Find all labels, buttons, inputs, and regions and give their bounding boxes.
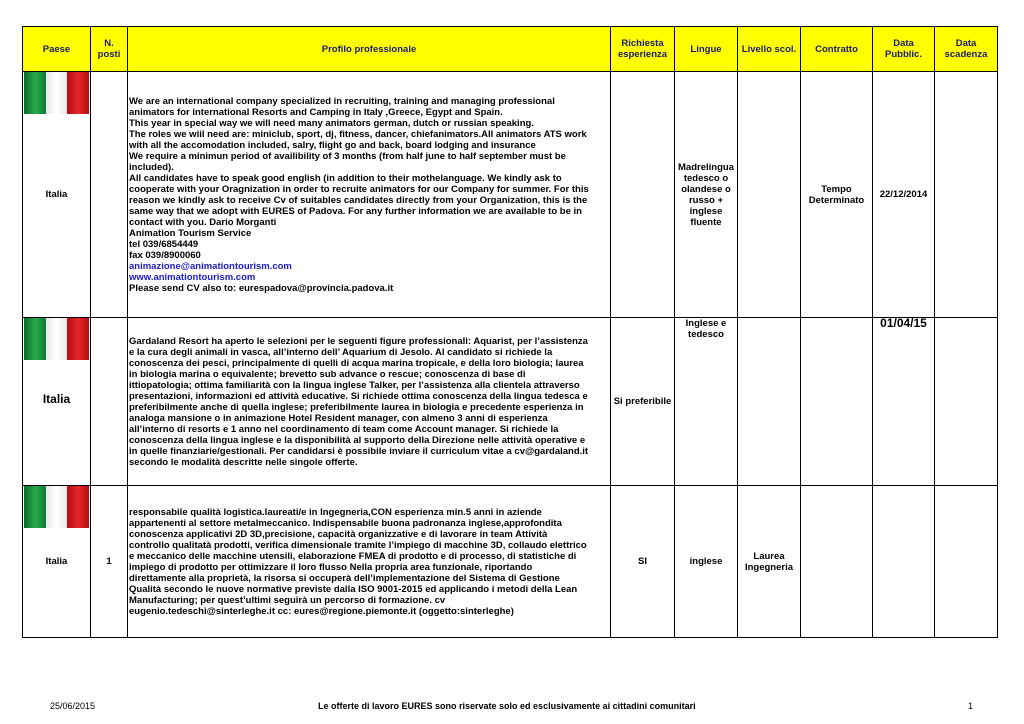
table-row — [23, 486, 998, 638]
profilo-line: in quelle finanziarie/gestionali. Per candidarsi è possibile inviare il curriculum vitae a cv@gardaland.it — [129, 445, 589, 457]
profilo-line: reason we kindly ask to receive Cv of suitables candidates directly from your Organization, this is the — [129, 194, 588, 206]
livello-cell: Laurea Ingegneria — [738, 486, 801, 638]
profilo-cell — [128, 486, 611, 638]
profilo-line: controllo qualitatà prodotti, verifica dimensionale tramite l’impiego di macchine 3D, collaudo elettrico — [129, 539, 587, 551]
profilo-line: cooperate with your Oragnization in order to recruite animators for our Company for summer. For this — [129, 183, 589, 195]
country-label: Italia — [45, 189, 68, 200]
header-lingue: Lingue — [675, 27, 738, 72]
profilo-line: contact with you. Dario Morganti — [129, 216, 277, 228]
scadenza-cell — [935, 486, 998, 638]
livello-cell — [738, 72, 801, 318]
country-label: Italia — [45, 556, 68, 567]
profilo-line: conoscenza della lingua inglese e la disponibilità al supporto della Direzione nelle attività operative e — [129, 434, 586, 446]
profilo-line: We require a minimun period of availibility of 3 months (from half june to half september must be — [129, 150, 566, 162]
table-row — [23, 72, 998, 318]
header-posti: N. posti — [91, 27, 128, 72]
italy-flag-icon — [24, 318, 89, 360]
email-link[interactable]: animazione@animationtourism.com — [129, 260, 292, 272]
profilo-line: analoga mansione o in animazione Hotel Resident manager, con almeno 3 anni di esperienza — [129, 412, 548, 424]
country-cell — [23, 72, 91, 318]
country-label: Italia — [42, 392, 71, 406]
lingue-cell: inglese — [675, 486, 738, 638]
profilo-line: preferibilmente anche di quella inglese; preferibilmente laurea in biologia e precedente esperienza in — [129, 401, 584, 413]
profilo-line: all’interno di resorts e 1 anno nel coordinamento di team come Account manager. Si richiede la — [129, 423, 559, 435]
profilo-line: e meccanico delle macchine utensili, elaborazione FMEA di prodotto e di processo, di statistiche di — [129, 550, 577, 562]
profilo-line: secondo le modalità descritte nelle singole offerte. — [129, 456, 358, 468]
profilo-line: impiego di prodotto per ottimizzare il loro flusso Nella propria area funzionale, riportando — [129, 561, 533, 573]
header-pubblic: Data Pubblic. — [873, 27, 935, 72]
pubblic-cell: 01/04/15 — [873, 318, 935, 486]
scadenza-cell — [935, 72, 998, 318]
esperienza-cell: SI — [611, 486, 675, 638]
profilo-line: with all the accomodation included, salry, flight go and back, board lodging and insurance — [129, 139, 536, 151]
website-link[interactable]: www.animationtourism.com — [129, 271, 256, 283]
profilo-line: Please send CV also to: eurespadova@provincia.padova.it — [129, 282, 394, 294]
profilo-line: tel 039/6854449 — [129, 238, 199, 250]
profilo-line: presentazioni, informazioni ed attività educative. Si richiede ottima conoscenza della lingua tedesca e — [129, 390, 588, 402]
profilo-line: conoscenza applicativi 2D 3D,precisione, capacità organizzative e di lavorare in team Attività — [129, 528, 548, 540]
country-cell — [23, 318, 91, 486]
profilo-line: All candidates have to speak good english (in addition to their mothelanguage. We kindly ask to — [129, 172, 562, 184]
header-profilo: Profilo professionale — [128, 27, 611, 72]
header-esperienza: Richiesta esperienza — [611, 27, 675, 72]
contratto-cell — [801, 486, 873, 638]
profilo-line: in biologia marina o equivalente; brevetto sub advance o rescue; conoscenza di base di — [129, 368, 526, 380]
profilo-line: direttamente alla proprietà, la risorsa si occuperà dell’implementazione del Sistema di Gestione — [129, 572, 560, 584]
posti-cell — [91, 318, 128, 486]
profilo-line: conoscenza dei pesci, principalmente di quelli di acqua marina tropicale, e della loro biologia; laurea — [129, 357, 584, 369]
profilo-line: The roles we wiil need are: miniclub, sport, dj, fitness, dancer, chiefanimators.All animators ATS work — [129, 128, 587, 140]
posti-cell: 1 — [91, 486, 128, 638]
footer-note: Le offerte di lavoro EURES sono riservate solo ed esclusivamente ai cittadini comunitari — [318, 701, 696, 711]
footer-date: 25/06/2015 — [50, 701, 96, 711]
livello-cell — [738, 318, 801, 486]
profilo-line: We are an international company specialized in recruiting, training and managing professional — [129, 95, 555, 107]
header-scadenza: Data scadenza — [935, 27, 998, 72]
profilo-line: included). — [129, 161, 174, 173]
table-row — [23, 318, 998, 486]
profilo-line: eugenio.tedeschi@sinterleghe.it cc: eures@regione.piemonte.it (oggetto:sinterleghe) — [129, 605, 514, 617]
profilo-line: Manufacturing; per quest’ultimi seguirà un percorso di formazione. cv — [129, 594, 446, 606]
esperienza-cell: Si preferibile — [611, 318, 675, 486]
profilo-line: This year in special way we will need many animators german, dutch or russian speaking. — [129, 117, 534, 129]
profilo-line: Qualità secondo le nuove normative previste dalla ISO 9001-2015 ed applicando i metodi della Lean — [129, 583, 578, 595]
contratto-cell — [801, 318, 873, 486]
lingue-cell: Inglese e tedesco — [675, 318, 738, 486]
header-contratto: Contratto — [801, 27, 873, 72]
lingue-cell: Madrelingua tedesco o olandese o russo + inglese fluente — [675, 72, 738, 318]
page-number: 1 — [968, 701, 974, 711]
profilo-line: Gardaland Resort ha aperto le selezioni per le seguenti figure professionali: Aquarist, per l’assistenza — [129, 335, 588, 347]
profilo-line: animators for international Resorts and Camping in Italy ,Greece, Egypt and Spain. — [129, 106, 503, 118]
header-paese: Paese — [23, 27, 91, 72]
profilo-line: fax 039/8900060 — [129, 249, 201, 261]
header-livello: Livello scol. — [738, 27, 801, 72]
italy-flag-icon — [24, 486, 89, 528]
country-cell — [23, 486, 91, 638]
header-row — [23, 27, 998, 72]
profilo-line: Animation Tourism Service — [129, 227, 252, 239]
pubblic-cell: 22/12/2014 — [873, 72, 935, 318]
profilo-line: ittiopatologia; ottima familiarità con la lingua inglese Talker, per l’assistenza alla clientela attraverso — [129, 379, 580, 391]
profilo-line: same way that we adopt with EURES of Padova. For any further information we are available to be in — [129, 205, 582, 217]
profilo-line: appartenenti al settore metalmeccanico. Indispensabile buona padronanza inglese,approfondita — [129, 517, 562, 529]
profilo-cell — [128, 318, 611, 486]
scadenza-cell — [935, 318, 998, 486]
posti-cell — [91, 72, 128, 318]
job-offers-table — [22, 26, 998, 638]
profilo-cell — [128, 72, 611, 318]
esperienza-cell — [611, 72, 675, 318]
profilo-line: e la cura degli animali in vasca, all’interno dell’ Aquarium di Jesolo. Al candidato si richiede la — [129, 346, 553, 358]
profilo-line: responsabile qualità logistica.laureati/e in Ingegneria,CON esperienza min.5 anni in aziende — [129, 506, 542, 518]
contratto-cell: Tempo Determinato — [801, 72, 873, 318]
italy-flag-icon — [24, 72, 89, 114]
pubblic-cell — [873, 486, 935, 638]
